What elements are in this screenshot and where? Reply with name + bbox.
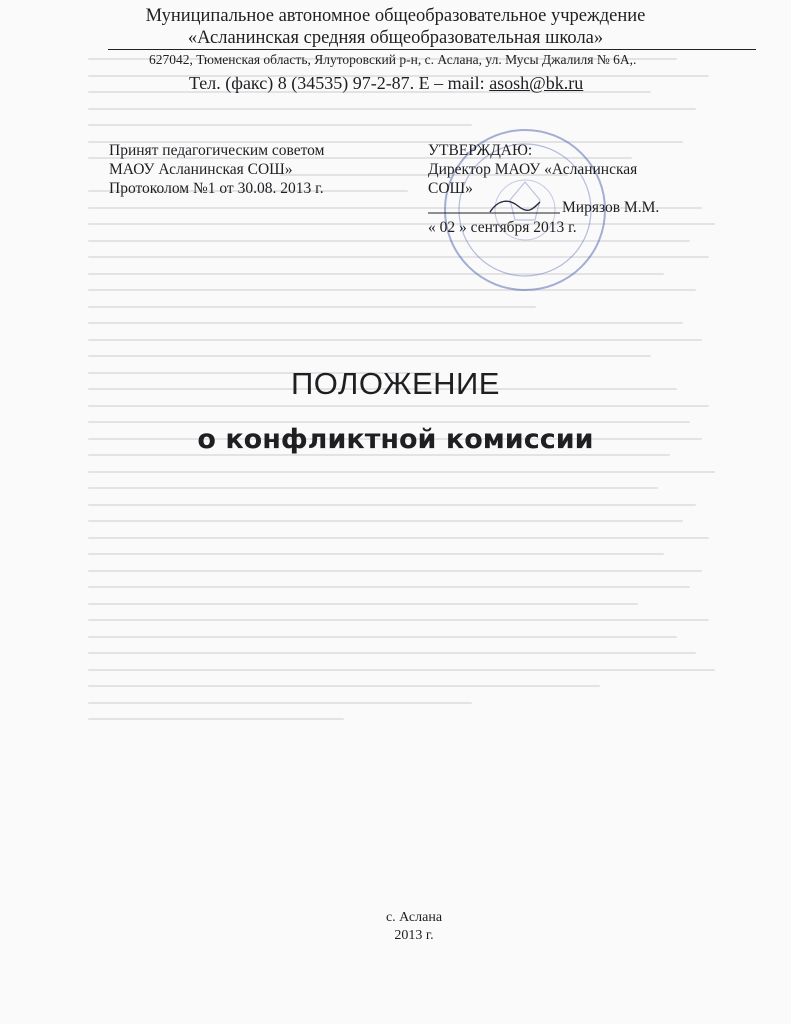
director-title: Директор МАОУ «Асланинская <box>428 161 638 178</box>
phone-text: Тел. (факс) 8 (34535) 97-2-87. Е – mail: <box>189 73 490 93</box>
document-subtitle: о конфликтной комиссии <box>197 424 594 455</box>
signature-line <box>428 196 568 220</box>
org-name-line1: Муниципальное автономное общеобразовательное учреждение <box>145 6 646 26</box>
footer-year: 2013 г. <box>394 928 434 943</box>
approve-heading: УТВЕРЖДАЮ: <box>428 142 533 159</box>
approval-date: « 02 » сентября 2013 г. <box>428 219 577 236</box>
org-address: 627042, Тюменская область, Ялуторовский р-н, с. Аслана, ул. Мусы Джалиля № 6А,. <box>149 52 637 67</box>
director-title-cont: СОШ» <box>428 180 473 197</box>
org-name-line2: «Асланинская средняя общеобразовательная школа» <box>187 28 604 48</box>
email-link[interactable]: asosh@bk.ru <box>489 73 584 93</box>
document-title: ПОЛОЖЕНИЕ <box>291 366 500 401</box>
footer-place: с. Аслана <box>385 910 443 925</box>
council-line2: МАОУ Асланинская СОШ» <box>109 161 293 178</box>
council-line1: Принят педагогическим советом <box>109 142 325 159</box>
org-contacts <box>189 73 583 94</box>
council-protocol: Протоколом №1 от 30.08. 2013 г. <box>109 180 324 197</box>
header-divider <box>108 49 756 50</box>
director-name: Мирязов М.М. <box>562 199 660 216</box>
